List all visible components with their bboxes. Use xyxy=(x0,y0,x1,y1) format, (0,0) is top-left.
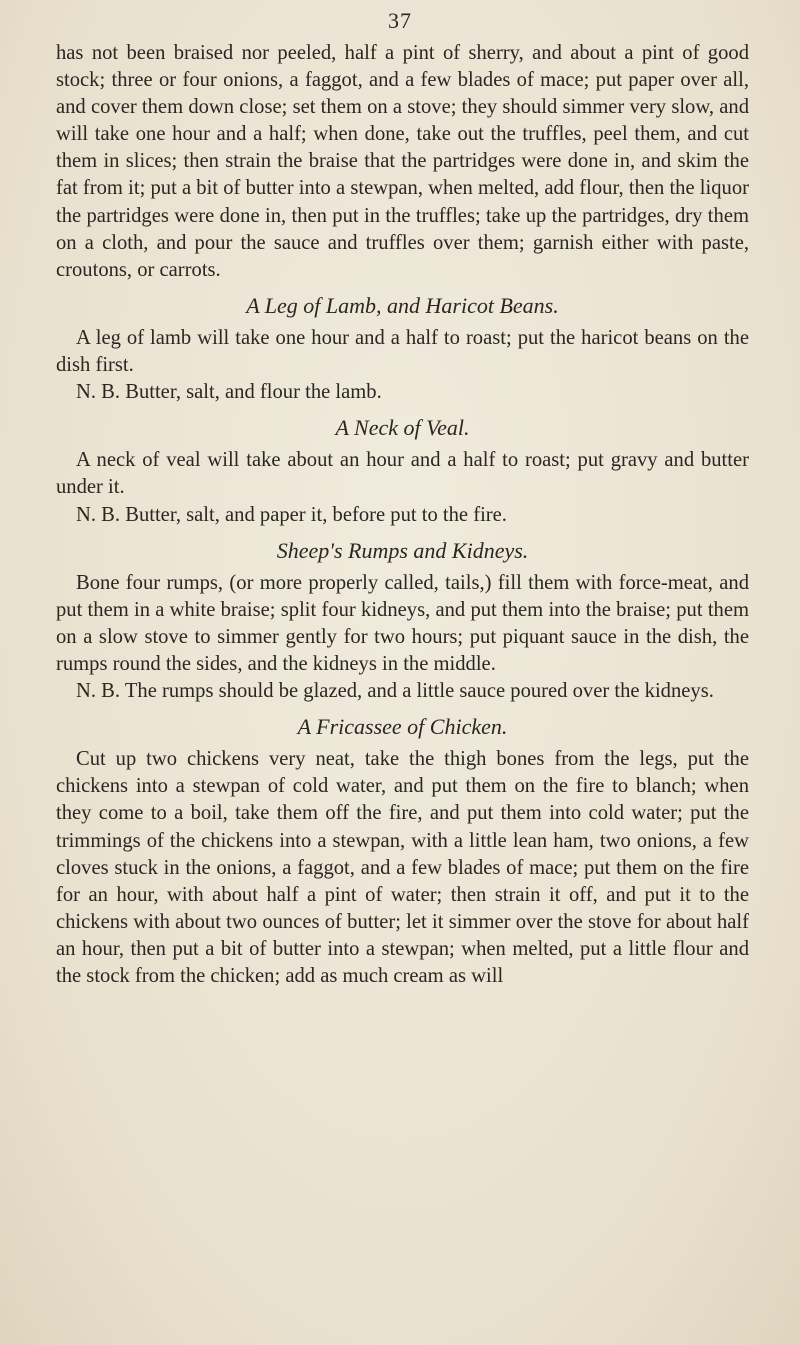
recipe-body: A neck of veal will take about an hour and a half to roast; put gravy and butter under it. xyxy=(56,449,749,499)
page-body xyxy=(56,40,749,990)
recipe-heading: A Fricassee of Chicken. xyxy=(297,714,508,740)
recipe-body: Cut up two chickens very neat, take the thigh bones from the legs, put the chickens into a stewpan of cold water, and put them on the fire to blanch; when they come to a boil, take them off the fire, and put them into cold water; put the trimmings of the chickens into a stewpan, with a little lean ham, two onions, a few cloves stuck in the onions, a faggot, and a few blades of mace; put them on the fire for an hour, with about half a pint of water; then strain it off, and put it to the chickens with about two ounces of butter; let it simmer over the stove for about half an hour, then put a bit of butter into a stewpan; when melted, put a little flour and the stock from the chicken; add as much cream as will xyxy=(56,748,749,987)
recipe-note: N. B. Butter, salt, and paper it, before put to the fire. xyxy=(76,503,507,526)
recipe-heading: A Leg of Lamb, and Haricot Beans. xyxy=(246,292,559,318)
recipe-body: A leg of lamb will take one hour and a half to roast; put the haricot beans on the dish first. xyxy=(56,326,749,377)
recipe-note: N. B. The rumps should be glazed, and a little sauce poured over the kidneys. xyxy=(76,680,714,703)
recipe-body: Bone four rumps, (or more properly called, tails,) fill them with force-meat, and put them in a white braise; split four kidneys, and put them into the braise; put them on a slow stove to simmer gently for two hours; put piquant sauce in the dish, the rumps round the sides, and the kidneys in the middle. xyxy=(56,571,749,675)
page-number: 37 xyxy=(388,8,412,33)
recipe-heading: A Neck of Veal. xyxy=(335,415,470,441)
recipe-heading: Sheep's Rumps and Kidneys. xyxy=(276,537,529,563)
opening-paragraph: has not been braised nor peeled, half a pint of sherry, and about a pint of good stock; three or four onions, a faggot, and a few blades of mace; put paper over all, and cover them down close; set them on a stove; they should simmer very slow, and will take one hour and a half; when done, take out the truffles, peel them, and cut them in slices; then strain the braise that the partridges were done in, and skim the fat from it; put a bit of butter into a stewpan, when melted, add flour, then the liquor the partridges were done in, then put in the truffles; take up the partridges, dry them on a cloth, and pour the sauce and truffles over them; garnish either with paste, croutons, or carrots. xyxy=(56,42,749,281)
recipe-note: N. B. Butter, salt, and flour the lamb. xyxy=(76,381,382,404)
